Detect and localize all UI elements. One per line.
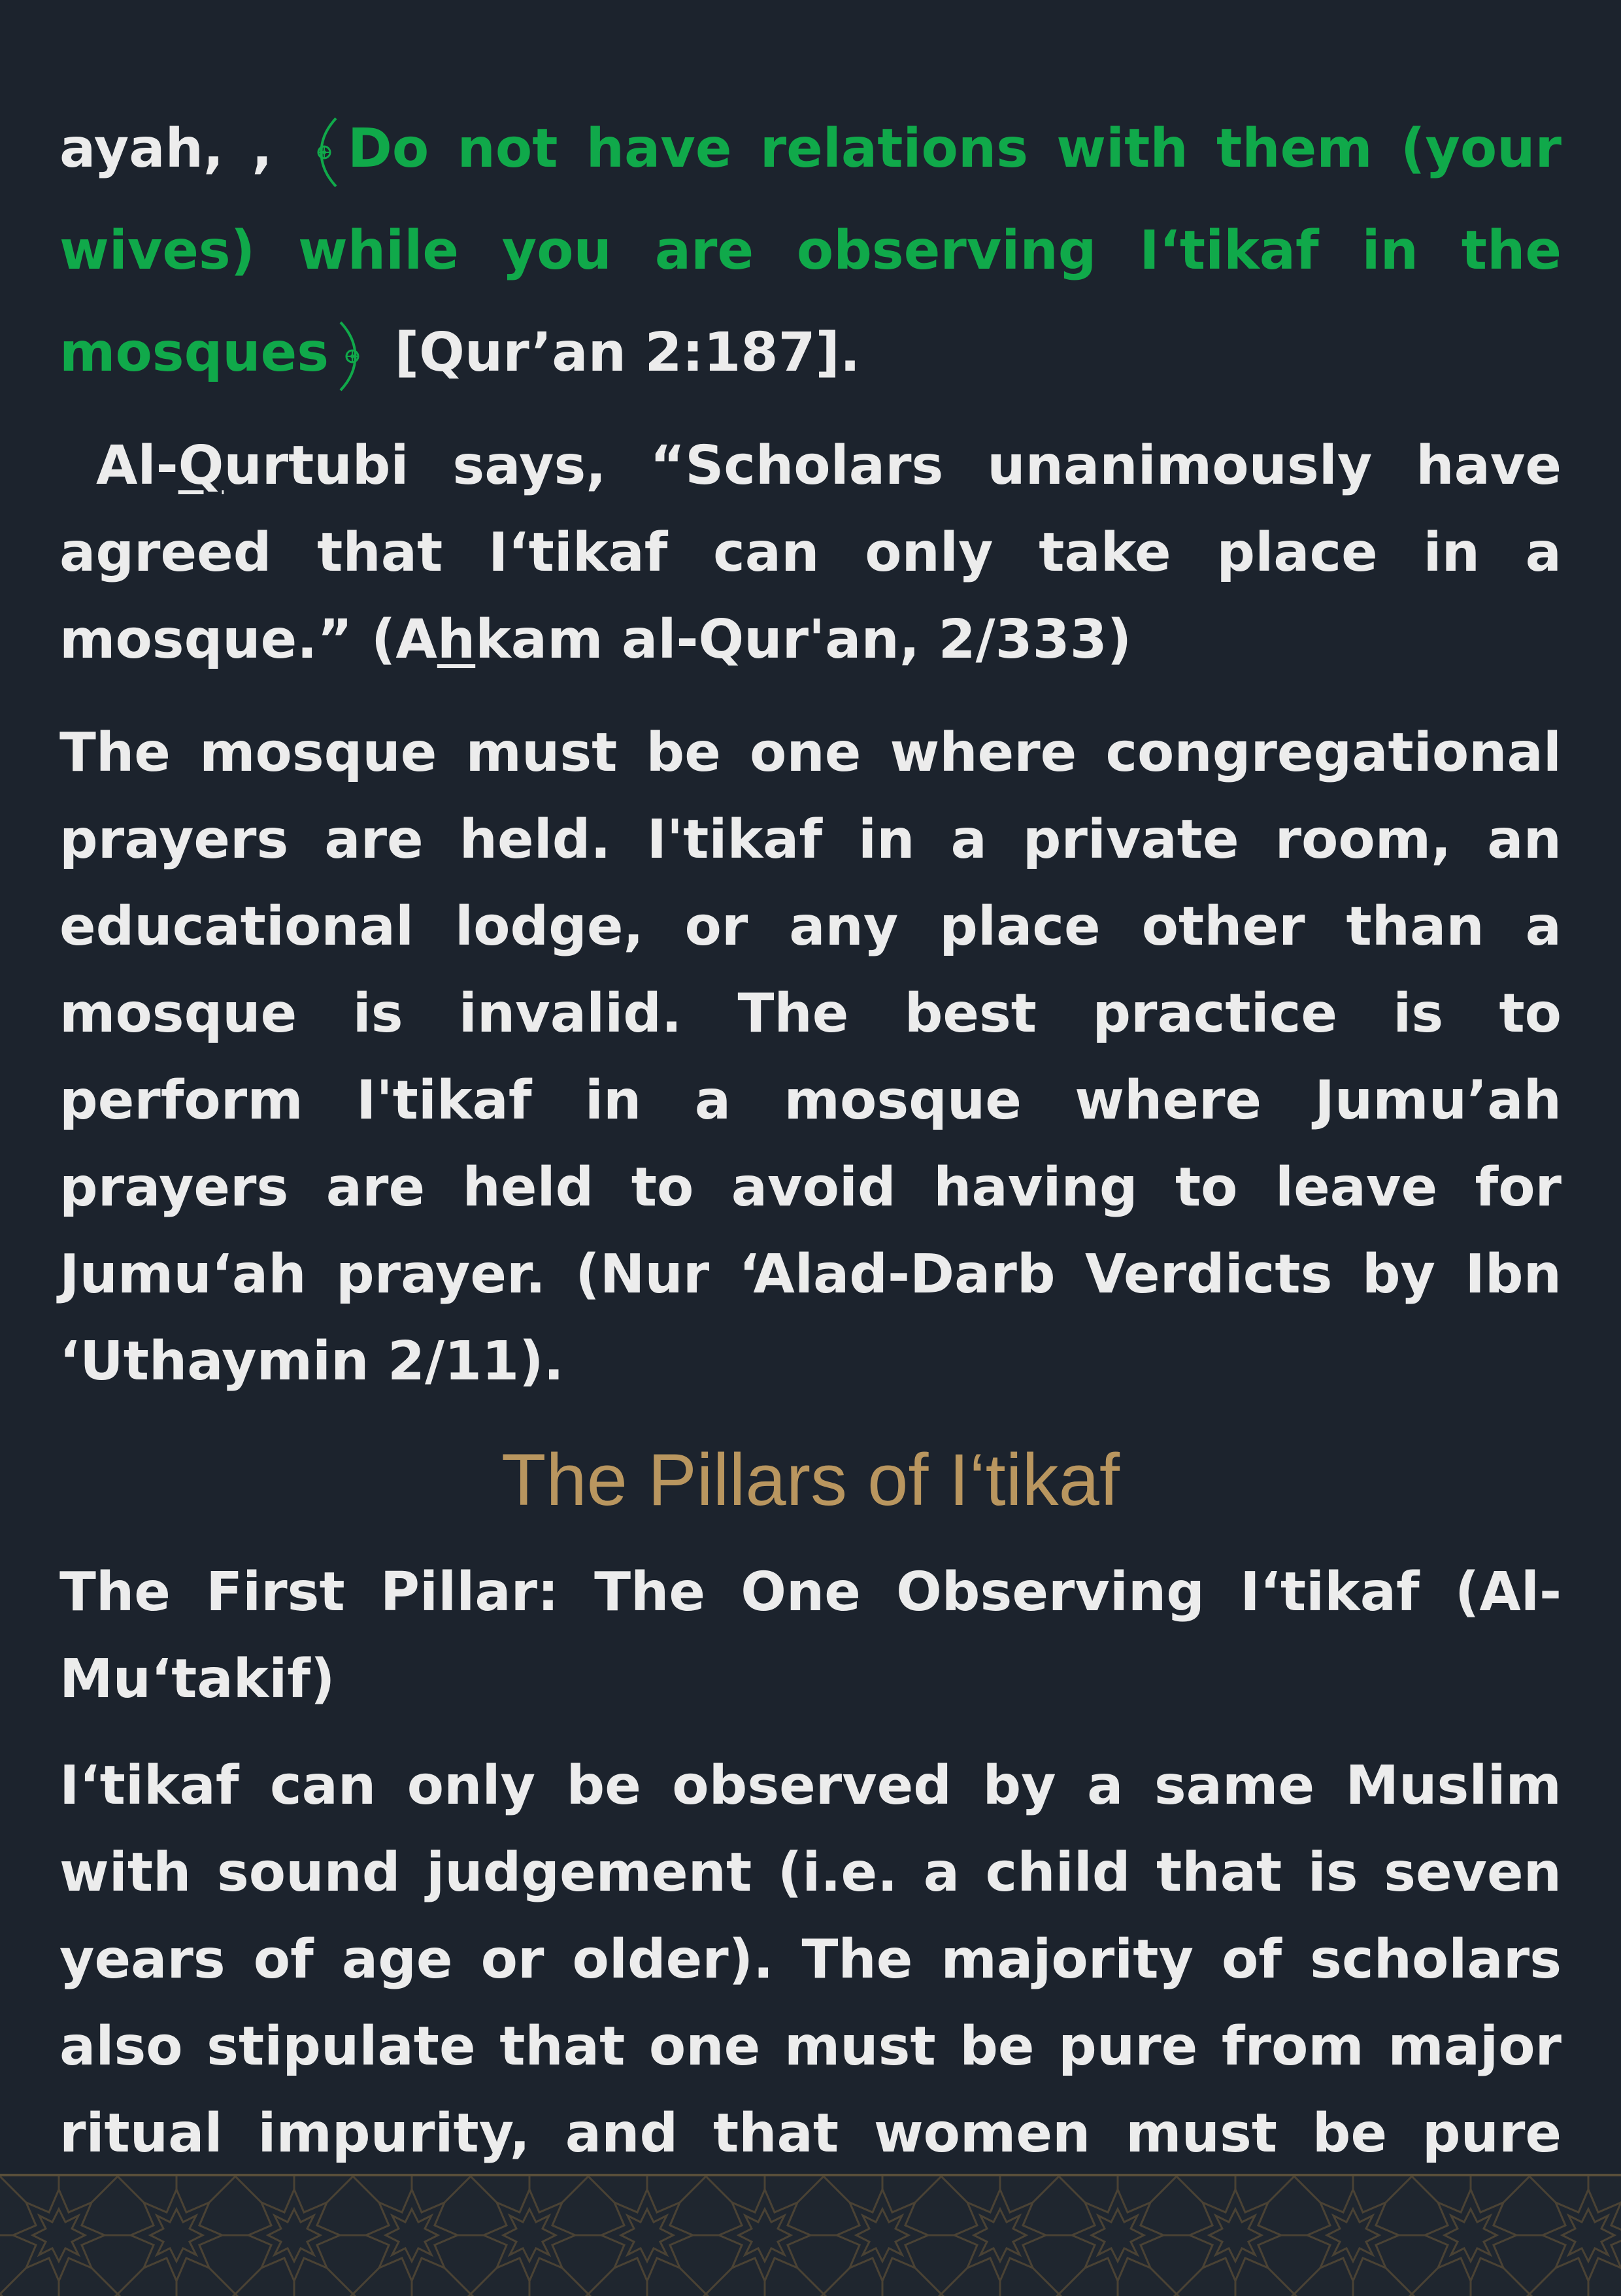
qurtubi-text-part1: Al- bbox=[96, 435, 178, 497]
paragraph-mosque-requirement: The mosque must be one where congregational prayers are held. I'tikaf in a private room, an educational lodge, or any place other than a mosque is invalid. The best practice is to perform I'tikaf in a mosque where Jumu’ah prayers are held to avoid having to leave for Jumu‘ah prayer. (Nur ‘Alad-Darb Verdicts by Ibn ‘Uthaymin 2/11). bbox=[59, 722, 1562, 1393]
qurtubi-underlined-letter: Q bbox=[178, 435, 224, 497]
qurtubi-text-part3: kam al-Qur'an, 2/333) bbox=[475, 609, 1132, 671]
ornate-opening-bracket-icon bbox=[305, 113, 344, 192]
islamic-star-pattern-icon bbox=[0, 2174, 1621, 2296]
subheading-first-pillar: The First Pillar: The One Observing I‘tikaf (Al-Mu‘takif) bbox=[59, 1561, 1562, 1710]
section-heading: The Pillars of I‘tikaf bbox=[501, 1439, 1120, 1521]
paragraph-qurtubi bbox=[59, 422, 1562, 683]
page-content bbox=[59, 98, 1562, 2264]
verse-text: Do not have relations with them (your wives) while you are observing I‘tikaf in the mosques bbox=[59, 118, 1562, 384]
paragraph-verse bbox=[59, 98, 1562, 404]
ornate-closing-bracket-icon bbox=[333, 317, 372, 396]
paragraph-first-pillar: I‘tikaf can only be observed by a same Muslim with sound judgement (i.e. a child that is seven years of age or older). The majority of scholars also stipulate that one must be pure from major ritual impurity, and that women must be pure bbox=[59, 1755, 1562, 2165]
qurtubi-text-part2: urtubi says, “Scholars unanimously have agreed that I‘tikaf can only take place in a mosque.” (A bbox=[59, 435, 1562, 671]
verse-citation: [Qur’an 2:187]. bbox=[394, 322, 861, 384]
verse-lead: ayah, , bbox=[59, 118, 273, 180]
ahkam-underlined-letter: h bbox=[437, 609, 476, 671]
